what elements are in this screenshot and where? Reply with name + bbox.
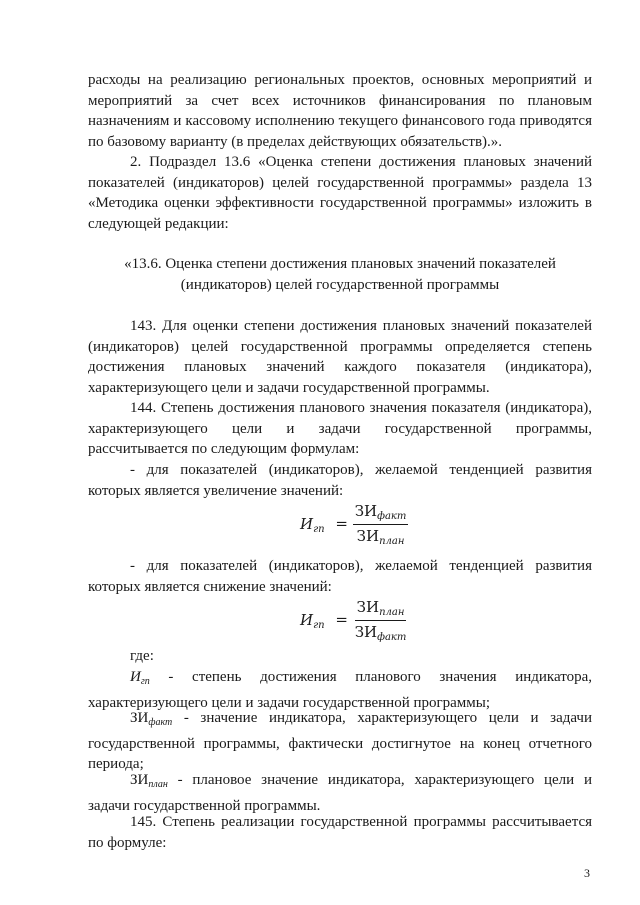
where-label-1: где: (130, 648, 154, 664)
formula-increase: $И_{гп}$ = $\frac{ЗИ_{факт}}{ЗИ_{план}}$ (300, 502, 407, 547)
section-heading-line-2: (индикаторов) целей государственной программы (180, 276, 500, 293)
item-decrease: - для показателей (индикаторов), желаемой тенденцией развития которых является снижение значений: (88, 558, 592, 595)
formula-decrease: $И_{гп}$ = $\frac{ЗИ_{план}}{ЗИ_{факт}}$ (300, 598, 407, 643)
paragraph-143: 143. Для оценки степени достижения плановых значений показателей (индикаторов) целей государственной программы определяется степень достижения плановых значений каждого показателя (индикатора), характеризующего цели и задачи государственной программы. (88, 318, 592, 396)
section-heading-line-1: «13.6. Оценка степени достижения плановых значений показателей (124, 256, 556, 272)
paragraph-2: 2. Подраздел 13.6 «Оценка степени достижения плановых значений показателей (индикаторов) целей государственной программы» раздела 13 «Методика оценки эффективности государственной программы» изложить в следующей редакции: (88, 154, 592, 232)
paragraph-144: 144. Степень достижения планового значения показателя (индикатора), характеризующего цели и задачи государственной программы, рассчитывается по следующим формулам: (88, 400, 592, 457)
fraction-plan-over-fakt: $\frac{ЗИ_{план}}{ЗИ_{факт}}$ (354, 598, 407, 643)
fraction-fakt-over-plan: $\frac{ЗИ_{факт}}{ЗИ_{план}}$ (354, 502, 407, 547)
paragraph-expenses: расходы на реализацию региональных проектов, основных мероприятий и мероприятий за счет всех источников финансирования по плановым назначениям и кассовому исполнению текущего финансового года приводятся по базовому варианту (в пределах действующих обязательств).». (88, 72, 592, 150)
definition-igp: $И_{гп}$ - степень достижения планового значения индикатора, характеризующего цели и задачи государственной программы; (88, 669, 592, 711)
definition-zi-fakt: $ЗИ_{факт}$ - значение индикатора, характеризующего цели и задачи государственной программы, фактически достигнутое на конец отчетного периода; (88, 710, 592, 772)
definition-zi-plan: $ЗИ_{план}$ - плановое значение индикатора, характеризующего цели и задачи государственной программы. (88, 772, 592, 814)
page-number: 3 (584, 866, 590, 880)
paragraph-145: 145. Степень реализации государственной программы рассчитывается по формуле: (88, 814, 592, 851)
item-increase: - для показателей (индикаторов), желаемой тенденцией развития которых является увеличение значений: (88, 462, 592, 499)
